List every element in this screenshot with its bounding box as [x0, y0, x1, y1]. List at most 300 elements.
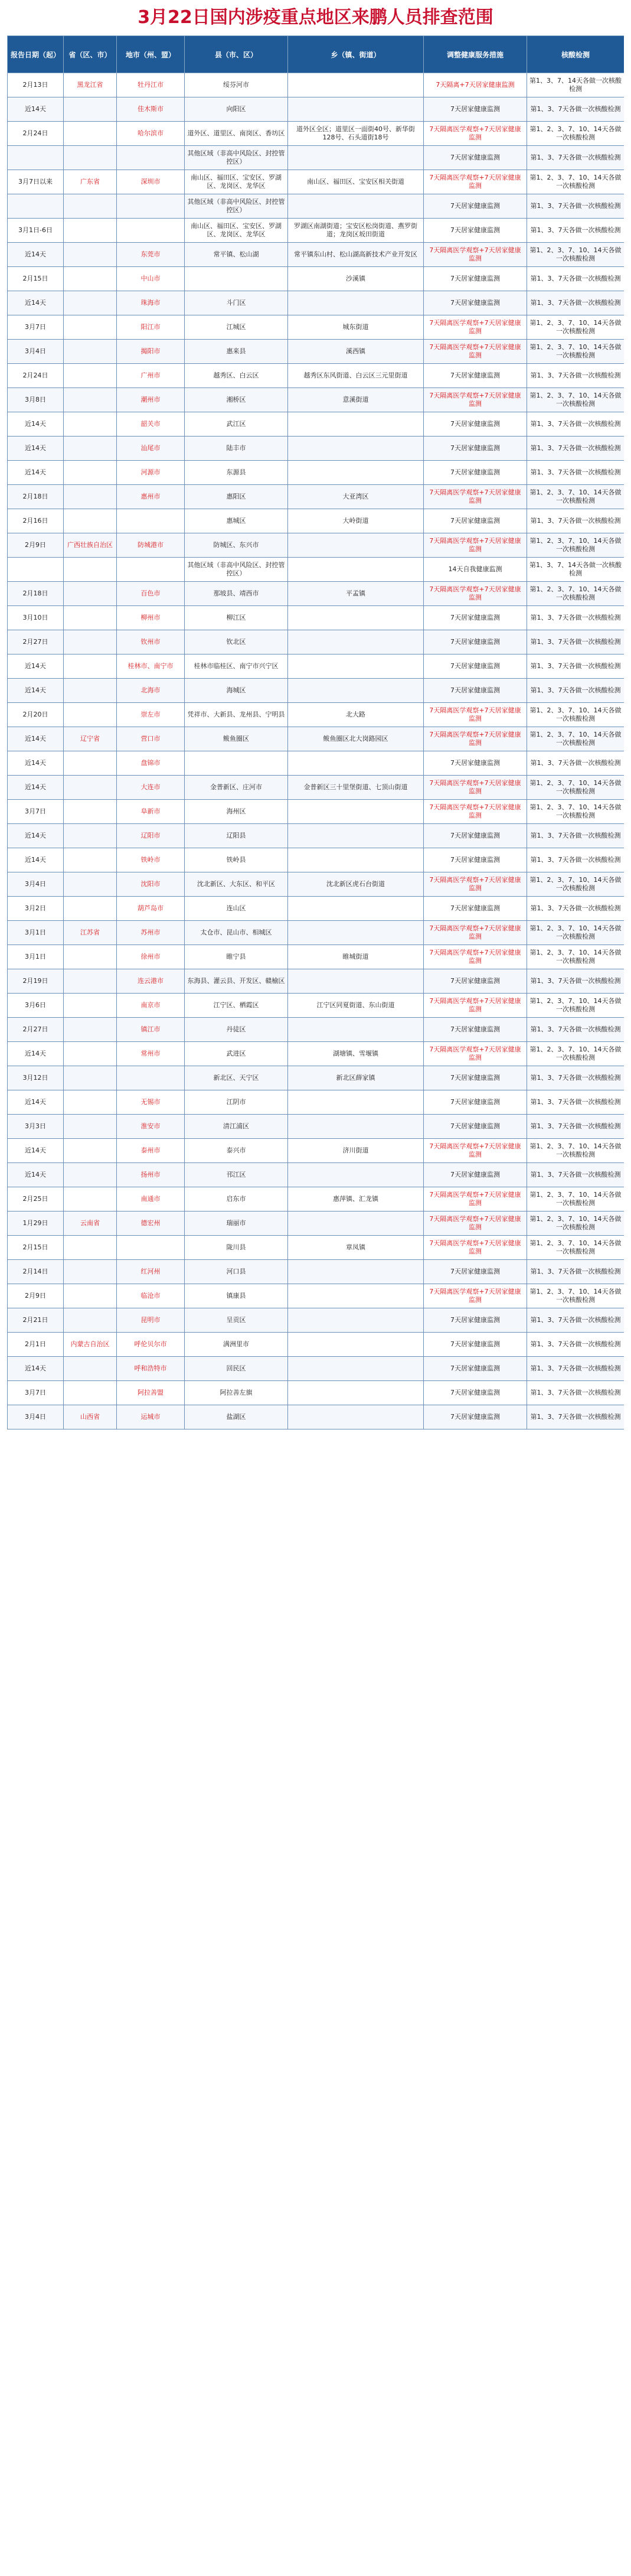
cell-county: 新北区、天宁区 — [185, 1066, 288, 1090]
table-row — [8, 267, 625, 291]
cell-city: 无锡市 — [117, 1090, 185, 1115]
cell-city: 葫芦岛市 — [117, 897, 185, 921]
table-row — [8, 1405, 625, 1429]
cell-measure: 7天隔离医学观察+7天居家健康监测 — [424, 872, 527, 897]
cell-date: 3月4日 — [8, 1405, 64, 1429]
cell-province — [64, 1357, 117, 1381]
cell-county: 呈贡区 — [185, 1308, 288, 1333]
cell-county: 睢宁县 — [185, 945, 288, 969]
cell-test: 第1、3、7天各做一次核酸检测 — [527, 1381, 625, 1405]
cell-date: 3月10日 — [8, 606, 64, 630]
cell-province — [64, 437, 117, 461]
cell-province — [64, 509, 117, 533]
cell-town — [288, 969, 424, 994]
cell-test: 第1、3、7天各做一次核酸检测 — [527, 1090, 625, 1115]
cell-county: 阿拉善左旗 — [185, 1381, 288, 1405]
cell-city: 广州市 — [117, 364, 185, 388]
cell-province — [64, 1284, 117, 1308]
cell-date: 3月8日 — [8, 388, 64, 412]
cell-test: 第1、3、7天各做一次核酸检测 — [527, 1066, 625, 1090]
cell-town — [288, 1284, 424, 1308]
cell-province — [64, 776, 117, 800]
cell-city: 阿拉善盟 — [117, 1381, 185, 1405]
cell-test: 第1、3、7天各做一次核酸检测 — [527, 291, 625, 315]
table-row — [8, 1357, 625, 1381]
cell-test: 第1、3、7天各做一次核酸检测 — [527, 146, 625, 170]
table-row — [8, 1042, 625, 1066]
cell-date — [8, 558, 64, 582]
cell-town: 鲅鱼圈区北大岗路园区 — [288, 727, 424, 751]
cell-city: 大连市 — [117, 776, 185, 800]
cell-date: 近14天 — [8, 1090, 64, 1115]
cell-measure: 7天居家健康监测 — [424, 1260, 527, 1284]
cell-city: 中山市 — [117, 267, 185, 291]
cell-test: 第1、3、7天各做一次核酸检测 — [527, 1260, 625, 1284]
cell-town — [288, 412, 424, 437]
cell-date: 近14天 — [8, 848, 64, 872]
cell-town — [288, 291, 424, 315]
table-row — [8, 219, 625, 243]
cell-province — [64, 1236, 117, 1260]
cell-date: 2月1日 — [8, 1333, 64, 1357]
cell-test: 第1、3、7天各做一次核酸检测 — [527, 848, 625, 872]
table-row — [8, 170, 625, 194]
cell-province — [64, 291, 117, 315]
cell-town: 湖塘镇、雪堰镇 — [288, 1042, 424, 1066]
cell-test: 第1、2、3、7、10、14天各做一次核酸检测 — [527, 994, 625, 1018]
cell-province — [64, 751, 117, 776]
cell-city: 苏州市 — [117, 921, 185, 945]
cell-town: 南山区、福田区、宝安区相关街道 — [288, 170, 424, 194]
cell-county: 瑞丽市 — [185, 1212, 288, 1236]
cell-city: 临沧市 — [117, 1284, 185, 1308]
cell-county: 柳江区 — [185, 606, 288, 630]
cell-test: 第1、2、3、7、10、14天各做一次核酸检测 — [527, 703, 625, 727]
cell-town: 沈北新区虎石台街道 — [288, 872, 424, 897]
table-row — [8, 945, 625, 969]
cell-town: 章凤镇 — [288, 1236, 424, 1260]
cell-date: 近14天 — [8, 461, 64, 485]
table-row — [8, 1115, 625, 1139]
cell-province — [64, 1115, 117, 1139]
cell-measure: 7天居家健康监测 — [424, 291, 527, 315]
cell-test: 第1、2、3、7、10、14天各做一次核酸检测 — [527, 1042, 625, 1066]
cell-test: 第1、2、3、7、10、14天各做一次核酸检测 — [527, 1212, 625, 1236]
cell-city: 营口市 — [117, 727, 185, 751]
cell-province — [64, 969, 117, 994]
cell-measure: 7天隔离医学观察+7天居家健康监测 — [424, 776, 527, 800]
cell-county: 东源县 — [185, 461, 288, 485]
cell-county: 绥芬河市 — [185, 73, 288, 97]
header-town: 乡（镇、街道） — [288, 36, 424, 73]
cell-date: 近14天 — [8, 679, 64, 703]
cell-date — [8, 146, 64, 170]
cell-test: 第1、2、3、7、10、14天各做一次核酸检测 — [527, 122, 625, 146]
cell-date: 近14天 — [8, 654, 64, 679]
cell-measure: 7天隔离医学观察+7天居家健康监测 — [424, 243, 527, 267]
cell-county: 其他区域（非高中风险区、封控管控区） — [185, 194, 288, 219]
table-row — [8, 630, 625, 654]
table-row — [8, 558, 625, 582]
cell-test: 第1、3、7天各做一次核酸检测 — [527, 219, 625, 243]
cell-town: 道外区全区；道里区一面街40号、新华街128号、石头道街18号 — [288, 122, 424, 146]
table-row — [8, 800, 625, 824]
cell-town — [288, 1163, 424, 1187]
cell-measure: 7天居家健康监测 — [424, 1163, 527, 1187]
cell-province — [64, 364, 117, 388]
cell-measure: 7天居家健康监测 — [424, 1066, 527, 1090]
cell-city: 德宏州 — [117, 1212, 185, 1236]
cell-county: 南山区、福田区、宝安区、罗湖区、龙岗区、龙华区 — [185, 219, 288, 243]
cell-province — [64, 848, 117, 872]
cell-date: 近14天 — [8, 824, 64, 848]
table-row — [8, 437, 625, 461]
cell-town — [288, 848, 424, 872]
cell-city: 防城港市 — [117, 533, 185, 558]
cell-county: 鲅鱼圈区 — [185, 727, 288, 751]
cell-test: 第1、2、3、7、10、14天各做一次核酸检测 — [527, 945, 625, 969]
cell-city: 运城市 — [117, 1405, 185, 1429]
cell-province — [64, 582, 117, 606]
cell-county: 满洲里市 — [185, 1333, 288, 1357]
cell-city: 汕尾市 — [117, 437, 185, 461]
cell-county: 南山区、福田区、宝安区、罗湖区、龙岗区、龙华区 — [185, 170, 288, 194]
cell-measure: 7天隔离医学观察+7天居家健康监测 — [424, 800, 527, 824]
header-county: 县（市、区） — [185, 36, 288, 73]
cell-date: 3月1日-6日 — [8, 219, 64, 243]
table-row — [8, 291, 625, 315]
cell-test: 第1、2、3、7、10、14天各做一次核酸检测 — [527, 776, 625, 800]
cell-city: 深圳市 — [117, 170, 185, 194]
cell-town — [288, 97, 424, 122]
cell-date: 2月15日 — [8, 267, 64, 291]
cell-test: 第1、3、7天各做一次核酸检测 — [527, 1308, 625, 1333]
table-row — [8, 73, 625, 97]
cell-city: 桂林市、南宁市 — [117, 654, 185, 679]
table-row — [8, 315, 625, 340]
cell-province — [64, 194, 117, 219]
cell-county: 防城区、东兴市 — [185, 533, 288, 558]
header-city: 地市（州、盟） — [117, 36, 185, 73]
cell-province: 广西壮族自治区 — [64, 533, 117, 558]
cell-city: 呼伦贝尔市 — [117, 1333, 185, 1357]
cell-date: 2月24日 — [8, 122, 64, 146]
cell-date: 近14天 — [8, 776, 64, 800]
cell-test: 第1、3、7天各做一次核酸检测 — [527, 509, 625, 533]
cell-province — [64, 122, 117, 146]
cell-county: 武进区 — [185, 1042, 288, 1066]
table-row — [8, 654, 625, 679]
cell-county: 钦北区 — [185, 630, 288, 654]
cell-test: 第1、3、7天各做一次核酸检测 — [527, 437, 625, 461]
cell-measure: 7天隔离+7天居家健康监测 — [424, 73, 527, 97]
cell-test: 第1、3、7天各做一次核酸检测 — [527, 824, 625, 848]
cell-province — [64, 243, 117, 267]
cell-measure: 7天居家健康监测 — [424, 194, 527, 219]
cell-test: 第1、2、3、7、10、14天各做一次核酸检测 — [527, 727, 625, 751]
table-row — [8, 122, 625, 146]
cell-province — [64, 994, 117, 1018]
cell-measure: 7天隔离医学观察+7天居家健康监测 — [424, 315, 527, 340]
cell-measure: 7天隔离医学观察+7天居家健康监测 — [424, 485, 527, 509]
cell-county: 泰兴市 — [185, 1139, 288, 1163]
cell-test: 第1、2、3、7、10、14天各做一次核酸检测 — [527, 243, 625, 267]
cell-county: 沈北新区、大东区、和平区 — [185, 872, 288, 897]
cell-county: 越秀区、白云区 — [185, 364, 288, 388]
cell-province — [64, 679, 117, 703]
cell-date: 2月20日 — [8, 703, 64, 727]
cell-city — [117, 219, 185, 243]
header-province: 省（区、市） — [64, 36, 117, 73]
cell-town: 睢城街道 — [288, 945, 424, 969]
cell-date: 3月12日 — [8, 1066, 64, 1090]
header-nucleic-test: 核酸检测 — [527, 36, 625, 73]
cell-county: 向阳区 — [185, 97, 288, 122]
table-row — [8, 461, 625, 485]
cell-city: 徐州市 — [117, 945, 185, 969]
cell-date: 2月16日 — [8, 509, 64, 533]
cell-measure: 7天居家健康监测 — [424, 630, 527, 654]
cell-town — [288, 1018, 424, 1042]
cell-test: 第1、3、7天各做一次核酸检测 — [527, 606, 625, 630]
cell-test: 第1、2、3、7、10、14天各做一次核酸检测 — [527, 1284, 625, 1308]
cell-city: 昆明市 — [117, 1308, 185, 1333]
cell-date: 3月4日 — [8, 340, 64, 364]
cell-date: 3月1日 — [8, 921, 64, 945]
cell-date: 近14天 — [8, 291, 64, 315]
table-row — [8, 727, 625, 751]
cell-town: 新北区薛家镇 — [288, 1066, 424, 1090]
cell-measure: 7天居家健康监测 — [424, 1381, 527, 1405]
cell-test: 第1、3、7天各做一次核酸检测 — [527, 267, 625, 291]
table-row — [8, 969, 625, 994]
cell-county: 海城区 — [185, 679, 288, 703]
cell-measure: 7天居家健康监测 — [424, 679, 527, 703]
cell-measure: 7天居家健康监测 — [424, 1357, 527, 1381]
cell-measure: 7天居家健康监测 — [424, 1018, 527, 1042]
cell-province: 山西省 — [64, 1405, 117, 1429]
table-row — [8, 1066, 625, 1090]
cell-date — [8, 194, 64, 219]
cell-city: 镇江市 — [117, 1018, 185, 1042]
cell-test: 第1、3、7天各做一次核酸检测 — [527, 679, 625, 703]
cell-county: 陇川县 — [185, 1236, 288, 1260]
cell-county: 丹徒区 — [185, 1018, 288, 1042]
table-row — [8, 364, 625, 388]
cell-province: 黑龙江省 — [64, 73, 117, 97]
cell-town: 意溪街道 — [288, 388, 424, 412]
cell-province — [64, 1381, 117, 1405]
cell-town — [288, 630, 424, 654]
cell-test: 第1、3、7天各做一次核酸检测 — [527, 1357, 625, 1381]
cell-test: 第1、3、7、14天各做一次核酸检测 — [527, 73, 625, 97]
cell-town: 北大路 — [288, 703, 424, 727]
cell-measure: 7天隔离医学观察+7天居家健康监测 — [424, 703, 527, 727]
cell-county: 惠阳区 — [185, 485, 288, 509]
cell-town — [288, 1405, 424, 1429]
cell-city: 珠海市 — [117, 291, 185, 315]
cell-town — [288, 558, 424, 582]
cell-county: 惠来县 — [185, 340, 288, 364]
cell-measure: 7天居家健康监测 — [424, 1115, 527, 1139]
cell-measure: 7天居家健康监测 — [424, 412, 527, 437]
cell-measure: 7天隔离医学观察+7天居家健康监测 — [424, 533, 527, 558]
table-row — [8, 1236, 625, 1260]
cell-city: 韶关市 — [117, 412, 185, 437]
screening-table — [7, 35, 624, 1429]
table-row — [8, 994, 625, 1018]
cell-measure: 7天隔离医学观察+7天居家健康监测 — [424, 945, 527, 969]
table-row — [8, 485, 625, 509]
cell-town — [288, 437, 424, 461]
cell-town — [288, 73, 424, 97]
cell-province: 江苏省 — [64, 921, 117, 945]
table-row — [8, 824, 625, 848]
cell-province — [64, 267, 117, 291]
cell-test: 第1、2、3、7、10、14天各做一次核酸检测 — [527, 388, 625, 412]
cell-province: 内蒙古自治区 — [64, 1333, 117, 1357]
cell-test: 第1、3、7天各做一次核酸检测 — [527, 969, 625, 994]
cell-test: 第1、3、7天各做一次核酸检测 — [527, 1163, 625, 1187]
cell-province: 云南省 — [64, 1212, 117, 1236]
cell-city: 盘锦市 — [117, 751, 185, 776]
cell-town: 平孟镇 — [288, 582, 424, 606]
cell-town — [288, 1090, 424, 1115]
cell-city: 哈尔滨市 — [117, 122, 185, 146]
cell-test: 第1、3、7天各做一次核酸检测 — [527, 1405, 625, 1429]
cell-city: 扬州市 — [117, 1163, 185, 1187]
cell-county: 铁岭县 — [185, 848, 288, 872]
cell-date: 3月7日 — [8, 800, 64, 824]
cell-measure: 14天自我健康监测 — [424, 558, 527, 582]
cell-measure: 7天隔离医学观察+7天居家健康监测 — [424, 994, 527, 1018]
table-row — [8, 679, 625, 703]
table-row — [8, 1284, 625, 1308]
cell-county: 道外区、道里区、南岗区、香坊区 — [185, 122, 288, 146]
cell-town — [288, 654, 424, 679]
cell-county: 武江区 — [185, 412, 288, 437]
cell-test: 第1、2、3、7、10、14天各做一次核酸检测 — [527, 340, 625, 364]
cell-province — [64, 1090, 117, 1115]
cell-city — [117, 509, 185, 533]
cell-county: 连山区 — [185, 897, 288, 921]
cell-city: 潮州市 — [117, 388, 185, 412]
cell-city: 钦州市 — [117, 630, 185, 654]
cell-date: 3月3日 — [8, 1115, 64, 1139]
cell-date: 2月27日 — [8, 630, 64, 654]
cell-city: 红河州 — [117, 1260, 185, 1284]
cell-county: 海州区 — [185, 800, 288, 824]
table-row — [8, 1212, 625, 1236]
cell-county: 湘桥区 — [185, 388, 288, 412]
cell-measure: 7天隔离医学观察+7天居家健康监测 — [424, 1139, 527, 1163]
cell-city: 佳木斯市 — [117, 97, 185, 122]
cell-test: 第1、2、3、7、10、14天各做一次核酸检测 — [527, 485, 625, 509]
cell-county: 江城区 — [185, 315, 288, 340]
table-row — [8, 412, 625, 437]
cell-measure: 7天隔离医学观察+7天居家健康监测 — [424, 582, 527, 606]
cell-date: 近14天 — [8, 97, 64, 122]
cell-measure: 7天居家健康监测 — [424, 437, 527, 461]
cell-date: 近14天 — [8, 751, 64, 776]
cell-date: 1月29日 — [8, 1212, 64, 1236]
cell-city: 泰州市 — [117, 1139, 185, 1163]
cell-test: 第1、2、3、7、10、14天各做一次核酸检测 — [527, 1236, 625, 1260]
cell-city: 东莞市 — [117, 243, 185, 267]
cell-town: 金普新区三十里堡街道、七顶山街道 — [288, 776, 424, 800]
cell-town — [288, 1260, 424, 1284]
cell-test: 第1、3、7天各做一次核酸检测 — [527, 654, 625, 679]
cell-town: 常平镇东山村、松山湖高新技术产业开发区 — [288, 243, 424, 267]
table-row — [8, 509, 625, 533]
cell-county: 桂林市临桂区、南宁市兴宁区 — [185, 654, 288, 679]
table-row — [8, 243, 625, 267]
cell-measure: 7天隔离医学观察+7天居家健康监测 — [424, 340, 527, 364]
cell-city: 阳江市 — [117, 315, 185, 340]
cell-test: 第1、2、3、7、10、14天各做一次核酸检测 — [527, 800, 625, 824]
cell-county — [185, 751, 288, 776]
cell-measure: 7天居家健康监测 — [424, 267, 527, 291]
cell-town — [288, 824, 424, 848]
cell-test: 第1、2、3、7、10、14天各做一次核酸检测 — [527, 872, 625, 897]
cell-measure: 7天居家健康监测 — [424, 969, 527, 994]
cell-test: 第1、3、7天各做一次核酸检测 — [527, 1333, 625, 1357]
cell-date: 2月9日 — [8, 1284, 64, 1308]
cell-date: 2月19日 — [8, 969, 64, 994]
cell-town — [288, 1381, 424, 1405]
cell-measure: 7天居家健康监测 — [424, 654, 527, 679]
cell-town — [288, 533, 424, 558]
cell-town — [288, 1115, 424, 1139]
cell-county: 镇康县 — [185, 1284, 288, 1308]
cell-county: 太仓市、昆山市、相城区 — [185, 921, 288, 945]
cell-date: 3月1日 — [8, 945, 64, 969]
cell-city: 铁岭市 — [117, 848, 185, 872]
cell-city: 连云港市 — [117, 969, 185, 994]
table-row — [8, 703, 625, 727]
cell-test: 第1、3、7天各做一次核酸检测 — [527, 364, 625, 388]
cell-city — [117, 1236, 185, 1260]
table-row — [8, 776, 625, 800]
table-row — [8, 1018, 625, 1042]
cell-test: 第1、3、7天各做一次核酸检测 — [527, 1115, 625, 1139]
cell-city: 阜新市 — [117, 800, 185, 824]
cell-date: 近14天 — [8, 1163, 64, 1187]
cell-city: 呼和浩特市 — [117, 1357, 185, 1381]
cell-test: 第1、2、3、7、10、14天各做一次核酸检测 — [527, 315, 625, 340]
cell-test: 第1、3、7、14天各做一次核酸检测 — [527, 558, 625, 582]
cell-test: 第1、3、7天各做一次核酸检测 — [527, 412, 625, 437]
table-row — [8, 1090, 625, 1115]
cell-county: 东海县、灌云县、开发区、赣榆区 — [185, 969, 288, 994]
cell-county: 金普新区、庄河市 — [185, 776, 288, 800]
cell-province — [64, 1187, 117, 1212]
cell-town — [288, 800, 424, 824]
page-title: 3月22日国内涉疫重点地区来鹏人员排查范围 — [138, 7, 493, 28]
cell-county: 河口县 — [185, 1260, 288, 1284]
cell-test: 第1、3、7天各做一次核酸检测 — [527, 461, 625, 485]
cell-city — [117, 194, 185, 219]
cell-measure: 7天居家健康监测 — [424, 146, 527, 170]
cell-province — [64, 872, 117, 897]
table-row — [8, 1308, 625, 1333]
cell-county — [185, 267, 288, 291]
table-row — [8, 897, 625, 921]
cell-city — [117, 146, 185, 170]
cell-test: 第1、3、7天各做一次核酸检测 — [527, 97, 625, 122]
table-row — [8, 751, 625, 776]
cell-town — [288, 606, 424, 630]
